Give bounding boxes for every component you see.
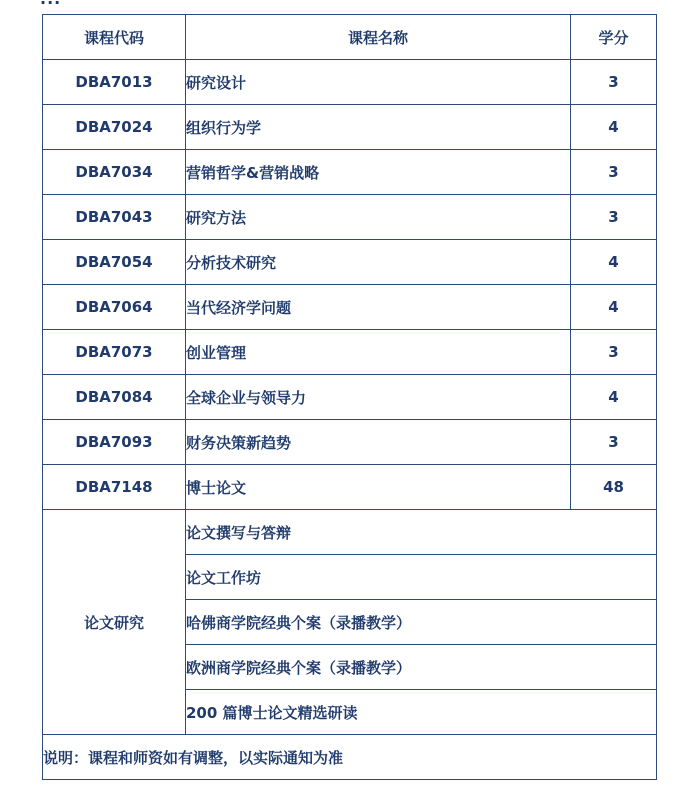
course-name: 创业管理 — [186, 330, 571, 375]
course-code: DBA7093 — [43, 420, 186, 465]
course-credit: 3 — [571, 420, 657, 465]
course-code: DBA7034 — [43, 150, 186, 195]
research-item: 哈佛商学院经典个案（录播教学） — [186, 600, 657, 645]
research-row — [43, 510, 657, 555]
course-credit: 4 — [571, 105, 657, 150]
course-credit: 4 — [571, 240, 657, 285]
research-item: 论文工作坊 — [186, 555, 657, 600]
course-code: DBA7043 — [43, 195, 186, 240]
course-code: DBA7054 — [43, 240, 186, 285]
course-credit: 3 — [571, 195, 657, 240]
table-row — [43, 150, 657, 195]
course-name: 全球企业与领导力 — [186, 375, 571, 420]
course-code: DBA7024 — [43, 105, 186, 150]
research-item: 论文撰写与答辩 — [186, 510, 657, 555]
course-name: 当代经济学问题 — [186, 285, 571, 330]
course-name: 财务决策新趋势 — [186, 420, 571, 465]
research-item: 200 篇博士论文精选研读 — [186, 690, 657, 735]
table-row — [43, 285, 657, 330]
table-row — [43, 375, 657, 420]
course-credit: 3 — [571, 150, 657, 195]
research-item: 欧洲商学院经典个案（录播教学） — [186, 645, 657, 690]
course-name: 组织行为学 — [186, 105, 571, 150]
table-row — [43, 105, 657, 150]
course-name: 研究设计 — [186, 60, 571, 105]
cut-off-heading — [40, 0, 300, 5]
note-text: 说明：课程和师资如有调整，以实际通知为准 — [43, 735, 657, 780]
header-code: 课程代码 — [43, 15, 186, 60]
course-code: DBA7073 — [43, 330, 186, 375]
header-name: 课程名称 — [186, 15, 571, 60]
course-credit: 3 — [571, 330, 657, 375]
table-row — [43, 240, 657, 285]
course-name: 博士论文 — [186, 465, 571, 510]
table-row — [43, 60, 657, 105]
research-label: 论文研究 — [43, 510, 186, 735]
course-credit: 4 — [571, 375, 657, 420]
course-credit: 4 — [571, 285, 657, 330]
course-code: DBA7064 — [43, 285, 186, 330]
course-table — [42, 14, 657, 780]
cut-off-heading-text — [40, 0, 300, 5]
header-credit: 学分 — [571, 15, 657, 60]
table-row — [43, 420, 657, 465]
course-credit: 48 — [571, 465, 657, 510]
note-row — [43, 735, 657, 780]
course-name: 分析技术研究 — [186, 240, 571, 285]
table-row — [43, 195, 657, 240]
table-row — [43, 465, 657, 510]
course-code: DBA7148 — [43, 465, 186, 510]
course-name: 营销哲学&营销战略 — [186, 150, 571, 195]
course-code: DBA7084 — [43, 375, 186, 420]
course-credit: 3 — [571, 60, 657, 105]
course-code: DBA7013 — [43, 60, 186, 105]
header-row — [43, 15, 657, 60]
course-name: 研究方法 — [186, 195, 571, 240]
table-row — [43, 330, 657, 375]
